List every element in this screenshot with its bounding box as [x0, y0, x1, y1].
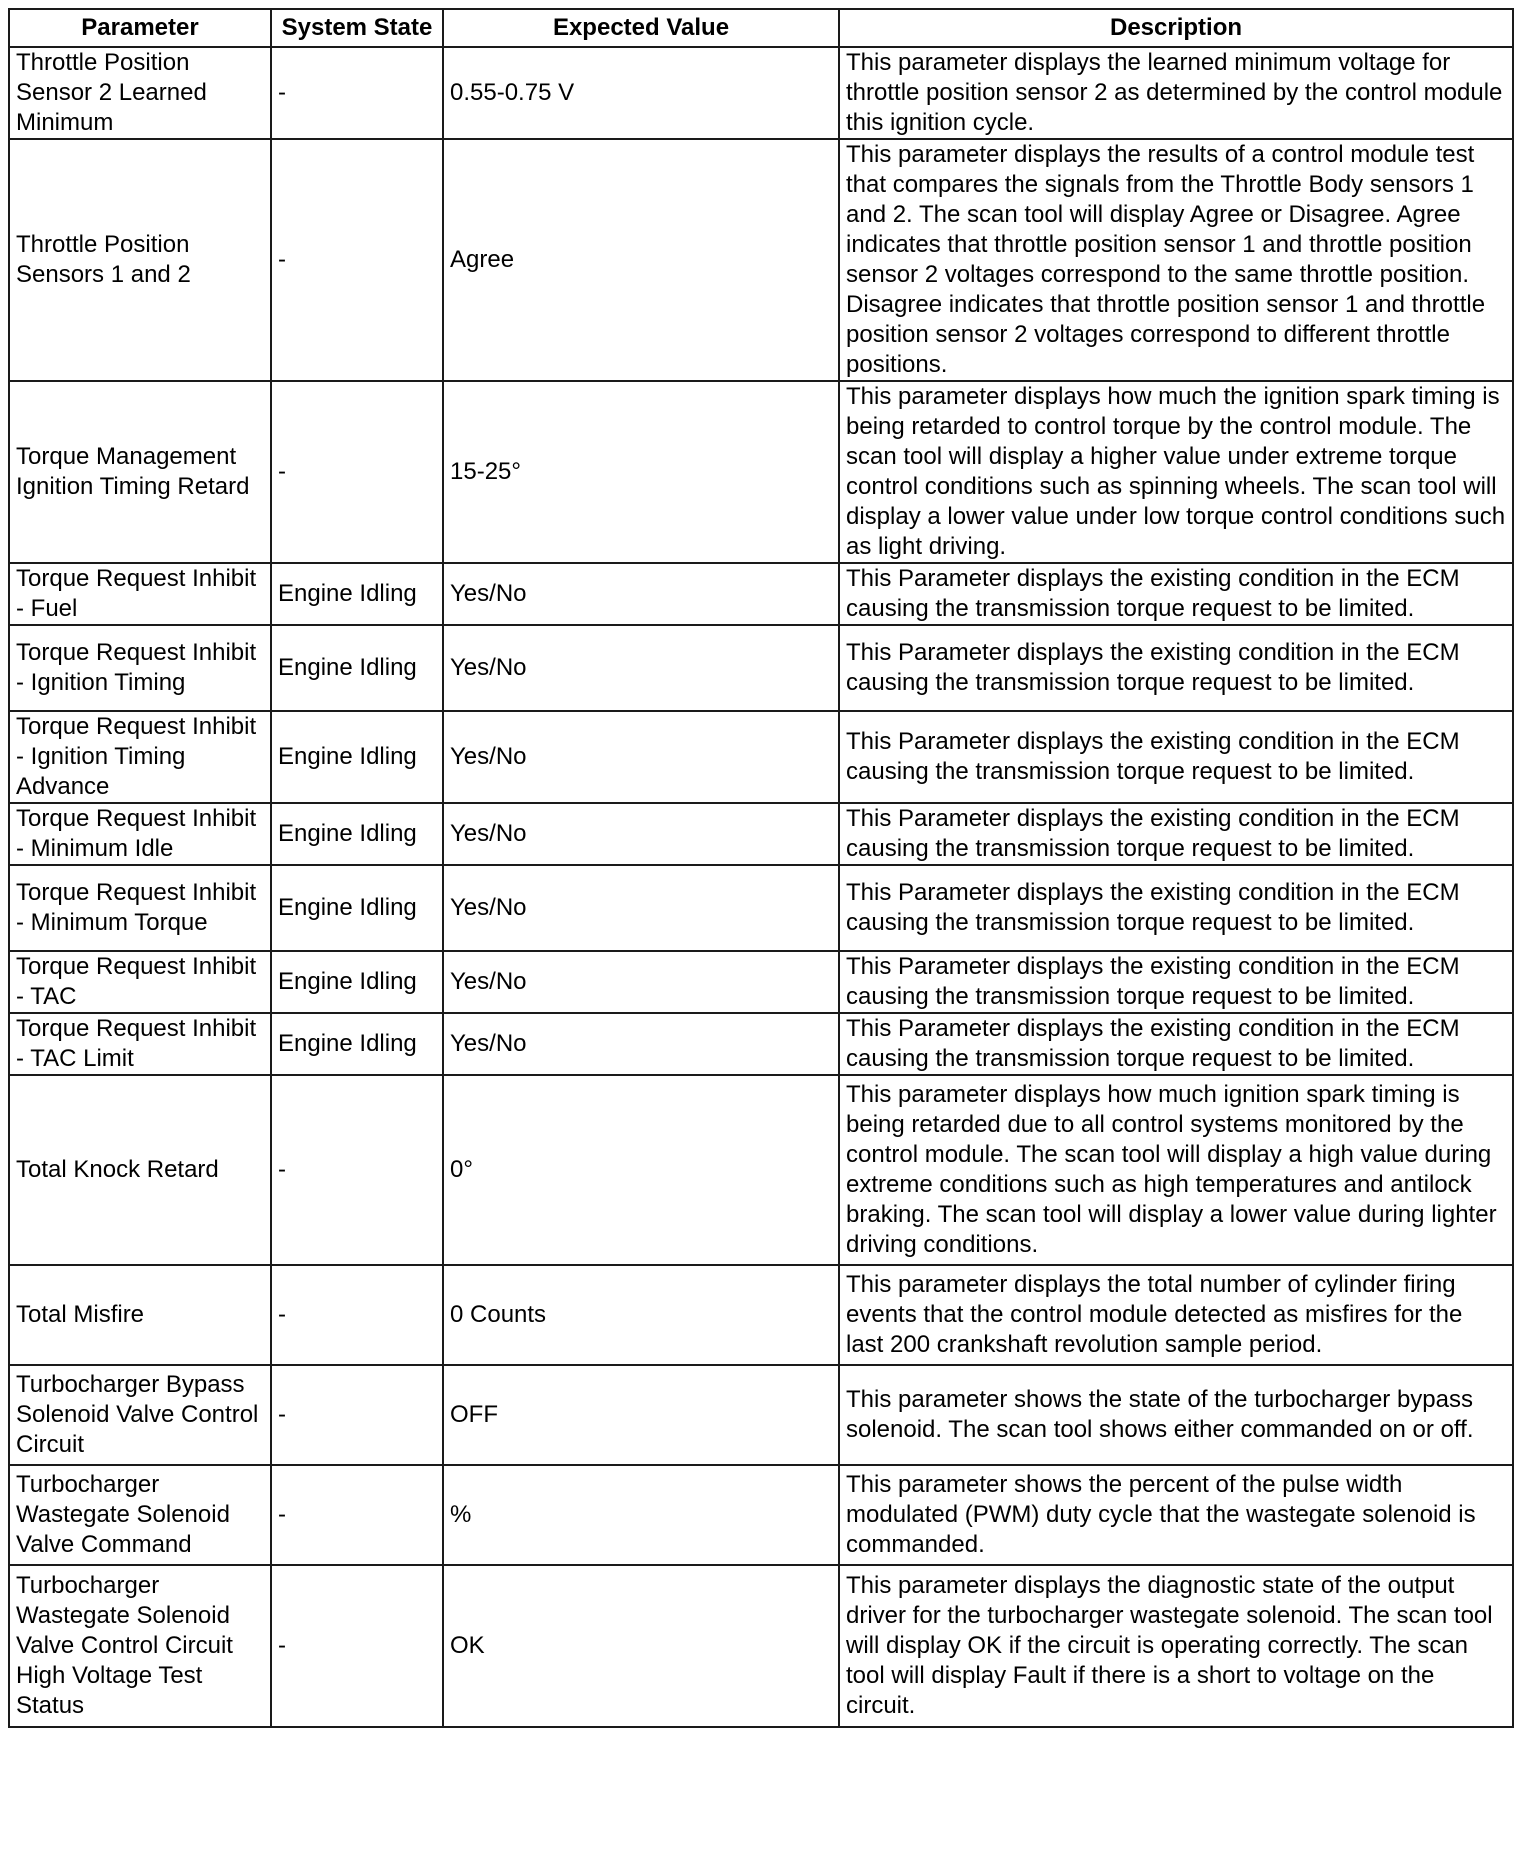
- cell-expected-value: 0 Counts: [443, 1265, 839, 1365]
- table-row: [9, 139, 1513, 381]
- cell-description: This parameter shows the percent of the pulse width modulated (PWM) duty cycle that the wastegate solenoid is commanded.: [839, 1465, 1513, 1565]
- cell-parameter: Throttle Position Sensors 1 and 2: [9, 139, 271, 381]
- cell-system-state: Engine Idling: [271, 803, 443, 865]
- cell-parameter: Total Misfire: [9, 1265, 271, 1365]
- cell-system-state: -: [271, 381, 443, 563]
- cell-description: This parameter shows the state of the turbocharger bypass solenoid. The scan tool shows either commanded on or off.: [839, 1365, 1513, 1465]
- table-row: [9, 1265, 1513, 1365]
- cell-expected-value: Yes/No: [443, 865, 839, 951]
- cell-parameter: Turbocharger Bypass Solenoid Valve Control Circuit: [9, 1365, 271, 1465]
- cell-parameter: Turbocharger Wastegate Solenoid Valve Control Circuit High Voltage Test Status: [9, 1565, 271, 1727]
- cell-expected-value: OFF: [443, 1365, 839, 1465]
- table-row: [9, 803, 1513, 865]
- cell-system-state: Engine Idling: [271, 563, 443, 625]
- table-row: [9, 1075, 1513, 1265]
- cell-expected-value: Yes/No: [443, 625, 839, 711]
- cell-description: This Parameter displays the existing condition in the ECM causing the transmission torque request to be limited.: [839, 951, 1513, 1013]
- cell-expected-value: OK: [443, 1565, 839, 1727]
- cell-system-state: Engine Idling: [271, 865, 443, 951]
- table-row: [9, 1013, 1513, 1075]
- cell-description: This parameter displays the results of a control module test that compares the signals from the Throttle Body sensors 1 and 2. The scan tool will display Agree or Disagree. Agree indicates that throttle position sensor 1 and throttle position sensor 2 voltages correspond to the same throttle position. Disagree indicates that throttle position sensor 1 and throttle position sensor 2 voltages correspond to different throttle positions.: [839, 139, 1513, 381]
- cell-system-state: Engine Idling: [271, 711, 443, 803]
- cell-expected-value: %: [443, 1465, 839, 1565]
- cell-parameter: Turbocharger Wastegate Solenoid Valve Command: [9, 1465, 271, 1565]
- cell-description: This Parameter displays the existing condition in the ECM causing the transmission torque request to be limited.: [839, 711, 1513, 803]
- table-row: [9, 865, 1513, 951]
- cell-parameter: Torque Request Inhibit - Minimum Torque: [9, 865, 271, 951]
- cell-parameter: Torque Request Inhibit - Minimum Idle: [9, 803, 271, 865]
- cell-system-state: Engine Idling: [271, 951, 443, 1013]
- cell-expected-value: Yes/No: [443, 563, 839, 625]
- cell-expected-value: Yes/No: [443, 1013, 839, 1075]
- table-row: [9, 1565, 1513, 1727]
- table-row: [9, 1465, 1513, 1565]
- cell-description: This parameter displays the diagnostic state of the output driver for the turbocharger wastegate solenoid. The scan tool will display OK if the circuit is operating correctly. The scan tool will display Fault if there is a short to voltage on the circuit.: [839, 1565, 1513, 1727]
- cell-expected-value: Yes/No: [443, 951, 839, 1013]
- table-row: [9, 951, 1513, 1013]
- cell-system-state: Engine Idling: [271, 625, 443, 711]
- cell-system-state: -: [271, 1365, 443, 1465]
- parameter-table-container: [8, 8, 1512, 1728]
- cell-system-state: -: [271, 47, 443, 139]
- cell-system-state: -: [271, 139, 443, 381]
- parameter-table: [8, 8, 1514, 1728]
- cell-expected-value: Yes/No: [443, 803, 839, 865]
- cell-description: This Parameter displays the existing condition in the ECM causing the transmission torque request to be limited.: [839, 865, 1513, 951]
- cell-parameter: Total Knock Retard: [9, 1075, 271, 1265]
- table-row: [9, 381, 1513, 563]
- cell-description: This Parameter displays the existing condition in the ECM causing the transmission torque request to be limited.: [839, 803, 1513, 865]
- header-system-state: System State: [271, 9, 443, 47]
- table-header-row: [9, 9, 1513, 47]
- cell-system-state: Engine Idling: [271, 1013, 443, 1075]
- cell-description: This parameter displays how much ignition spark timing is being retarded due to all control systems monitored by the control module. The scan tool will display a high value during extreme conditions such as high temperatures and antilock braking. The scan tool will display a lower value during lighter driving conditions.: [839, 1075, 1513, 1265]
- header-description: Description: [839, 9, 1513, 47]
- cell-parameter: Torque Management Ignition Timing Retard: [9, 381, 271, 563]
- header-parameter: Parameter: [9, 9, 271, 47]
- cell-expected-value: Yes/No: [443, 711, 839, 803]
- cell-description: This Parameter displays the existing condition in the ECM causing the transmission torque request to be limited.: [839, 625, 1513, 711]
- cell-system-state: -: [271, 1565, 443, 1727]
- cell-system-state: -: [271, 1265, 443, 1365]
- table-row: [9, 47, 1513, 139]
- cell-description: This parameter displays how much the ignition spark timing is being retarded to control torque by the control module. The scan tool will display a higher value under extreme torque control conditions such as spinning wheels. The scan tool will display a lower value under low torque control conditions such as light driving.: [839, 381, 1513, 563]
- table-row: [9, 563, 1513, 625]
- cell-description: This parameter displays the total number of cylinder firing events that the control module detected as misfires for the last 200 crankshaft revolution sample period.: [839, 1265, 1513, 1365]
- table-row: [9, 625, 1513, 711]
- header-expected-value: Expected Value: [443, 9, 839, 47]
- cell-description: This Parameter displays the existing condition in the ECM causing the transmission torque request to be limited.: [839, 563, 1513, 625]
- cell-parameter: Torque Request Inhibit - Ignition Timing: [9, 625, 271, 711]
- cell-expected-value: 15-25°: [443, 381, 839, 563]
- cell-system-state: -: [271, 1075, 443, 1265]
- cell-parameter: Torque Request Inhibit - TAC: [9, 951, 271, 1013]
- cell-expected-value: 0°: [443, 1075, 839, 1265]
- cell-parameter: Torque Request Inhibit - Fuel: [9, 563, 271, 625]
- cell-parameter: Torque Request Inhibit - Ignition Timing Advance: [9, 711, 271, 803]
- cell-parameter: Throttle Position Sensor 2 Learned Minimum: [9, 47, 271, 139]
- cell-parameter: Torque Request Inhibit - TAC Limit: [9, 1013, 271, 1075]
- cell-expected-value: Agree: [443, 139, 839, 381]
- table-row: [9, 711, 1513, 803]
- cell-description: This Parameter displays the existing condition in the ECM causing the transmission torque request to be limited.: [839, 1013, 1513, 1075]
- table-row: [9, 1365, 1513, 1465]
- cell-description: This parameter displays the learned minimum voltage for throttle position sensor 2 as determined by the control module this ignition cycle.: [839, 47, 1513, 139]
- cell-expected-value: 0.55-0.75 V: [443, 47, 839, 139]
- cell-system-state: -: [271, 1465, 443, 1565]
